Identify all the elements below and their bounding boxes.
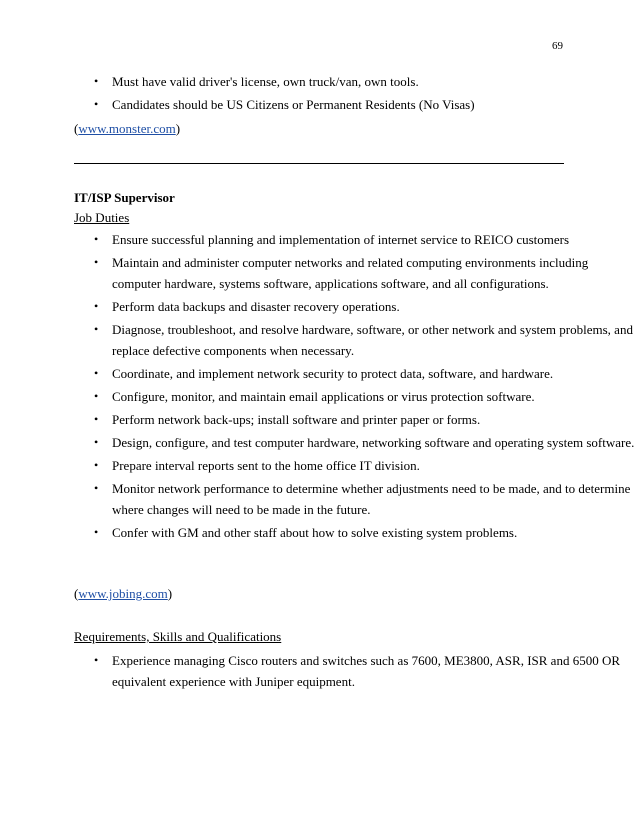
source-link[interactable]: www.monster.com bbox=[78, 121, 176, 136]
list-item-text: Maintain and administer computer networks and related computing environments including computer hardware, systems software, applications software, and all configurations. bbox=[112, 255, 589, 291]
source-citation bbox=[74, 583, 172, 604]
section-title: IT/ISP Supervisor bbox=[74, 190, 175, 205]
list-item bbox=[74, 363, 638, 384]
source-citation bbox=[74, 118, 180, 139]
list-item bbox=[74, 71, 475, 92]
bullet-icon: • bbox=[94, 366, 99, 380]
section-divider bbox=[74, 163, 564, 164]
bullet-icon: • bbox=[94, 435, 99, 449]
list-item bbox=[74, 522, 638, 543]
requirements-label: Requirements, Skills and Qualifications bbox=[74, 629, 282, 644]
list-item bbox=[74, 319, 638, 361]
top-bullet-list bbox=[74, 71, 475, 117]
bullet-icon: • bbox=[94, 97, 99, 111]
list-item-text: Design, configure, and test computer hardware, networking software and operating system software. bbox=[112, 435, 635, 450]
page-number: 69 bbox=[552, 40, 563, 52]
list-item-text: Coordinate, and implement network security to protect data, software, and hardware. bbox=[112, 366, 554, 381]
bullet-icon: • bbox=[94, 232, 99, 246]
paren-close: ) bbox=[167, 586, 173, 601]
list-item-text: Confer with GM and other staff about how to solve existing system problems. bbox=[112, 525, 518, 540]
list-item-text: Experience managing Cisco routers and switches such as 7600, ME3800, ASR, ISR and 6500 OR equivalent experience with Juniper equipment. bbox=[112, 653, 621, 689]
bullet-icon: • bbox=[94, 525, 99, 539]
bullet-icon: • bbox=[94, 299, 99, 313]
bullet-icon: • bbox=[94, 412, 99, 426]
list-item-text: Ensure successful planning and implementation of internet service to REICO customers bbox=[112, 232, 570, 247]
bullet-icon: • bbox=[94, 74, 99, 88]
list-item bbox=[74, 229, 638, 250]
list-item-text: Monitor network performance to determine whether adjustments need to be made, and to determine where changes will need to be made in the future. bbox=[112, 481, 631, 517]
source-link[interactable]: www.jobing.com bbox=[78, 586, 168, 601]
list-item-text: Perform data backups and disaster recovery operations. bbox=[112, 299, 400, 314]
bullet-icon: • bbox=[94, 481, 99, 495]
list-item bbox=[74, 94, 475, 115]
list-item bbox=[74, 296, 638, 317]
list-item-text: Must have valid driver's license, own truck/van, own tools. bbox=[112, 74, 419, 89]
list-item bbox=[74, 409, 638, 430]
job-duties-label: Job Duties bbox=[74, 210, 130, 225]
requirements-list bbox=[74, 650, 638, 694]
list-item bbox=[74, 432, 638, 453]
paren-open: ( bbox=[74, 586, 79, 601]
bullet-icon: • bbox=[94, 255, 99, 269]
list-item bbox=[74, 478, 638, 520]
list-item-text: Diagnose, troubleshoot, and resolve hardware, software, or other network and system problems, and replace defective components when necessary. bbox=[112, 322, 633, 358]
list-item bbox=[74, 386, 638, 407]
job-duties-list bbox=[74, 229, 638, 545]
bullet-icon: • bbox=[94, 653, 99, 667]
paren-close: ) bbox=[175, 121, 181, 136]
list-item bbox=[74, 455, 638, 476]
list-item-text: Perform network back-ups; install software and printer paper or forms. bbox=[112, 412, 481, 427]
bullet-icon: • bbox=[94, 389, 99, 403]
list-item-text: Candidates should be US Citizens or Permanent Residents (No Visas) bbox=[112, 97, 475, 112]
list-item bbox=[74, 252, 638, 294]
list-item-text: Configure, monitor, and maintain email applications or virus protection software. bbox=[112, 389, 535, 404]
paren-open: ( bbox=[74, 121, 79, 136]
bullet-icon: • bbox=[94, 458, 99, 472]
bullet-icon: • bbox=[94, 322, 99, 336]
list-item-text: Prepare interval reports sent to the home office IT division. bbox=[112, 458, 420, 473]
list-item bbox=[74, 650, 638, 692]
